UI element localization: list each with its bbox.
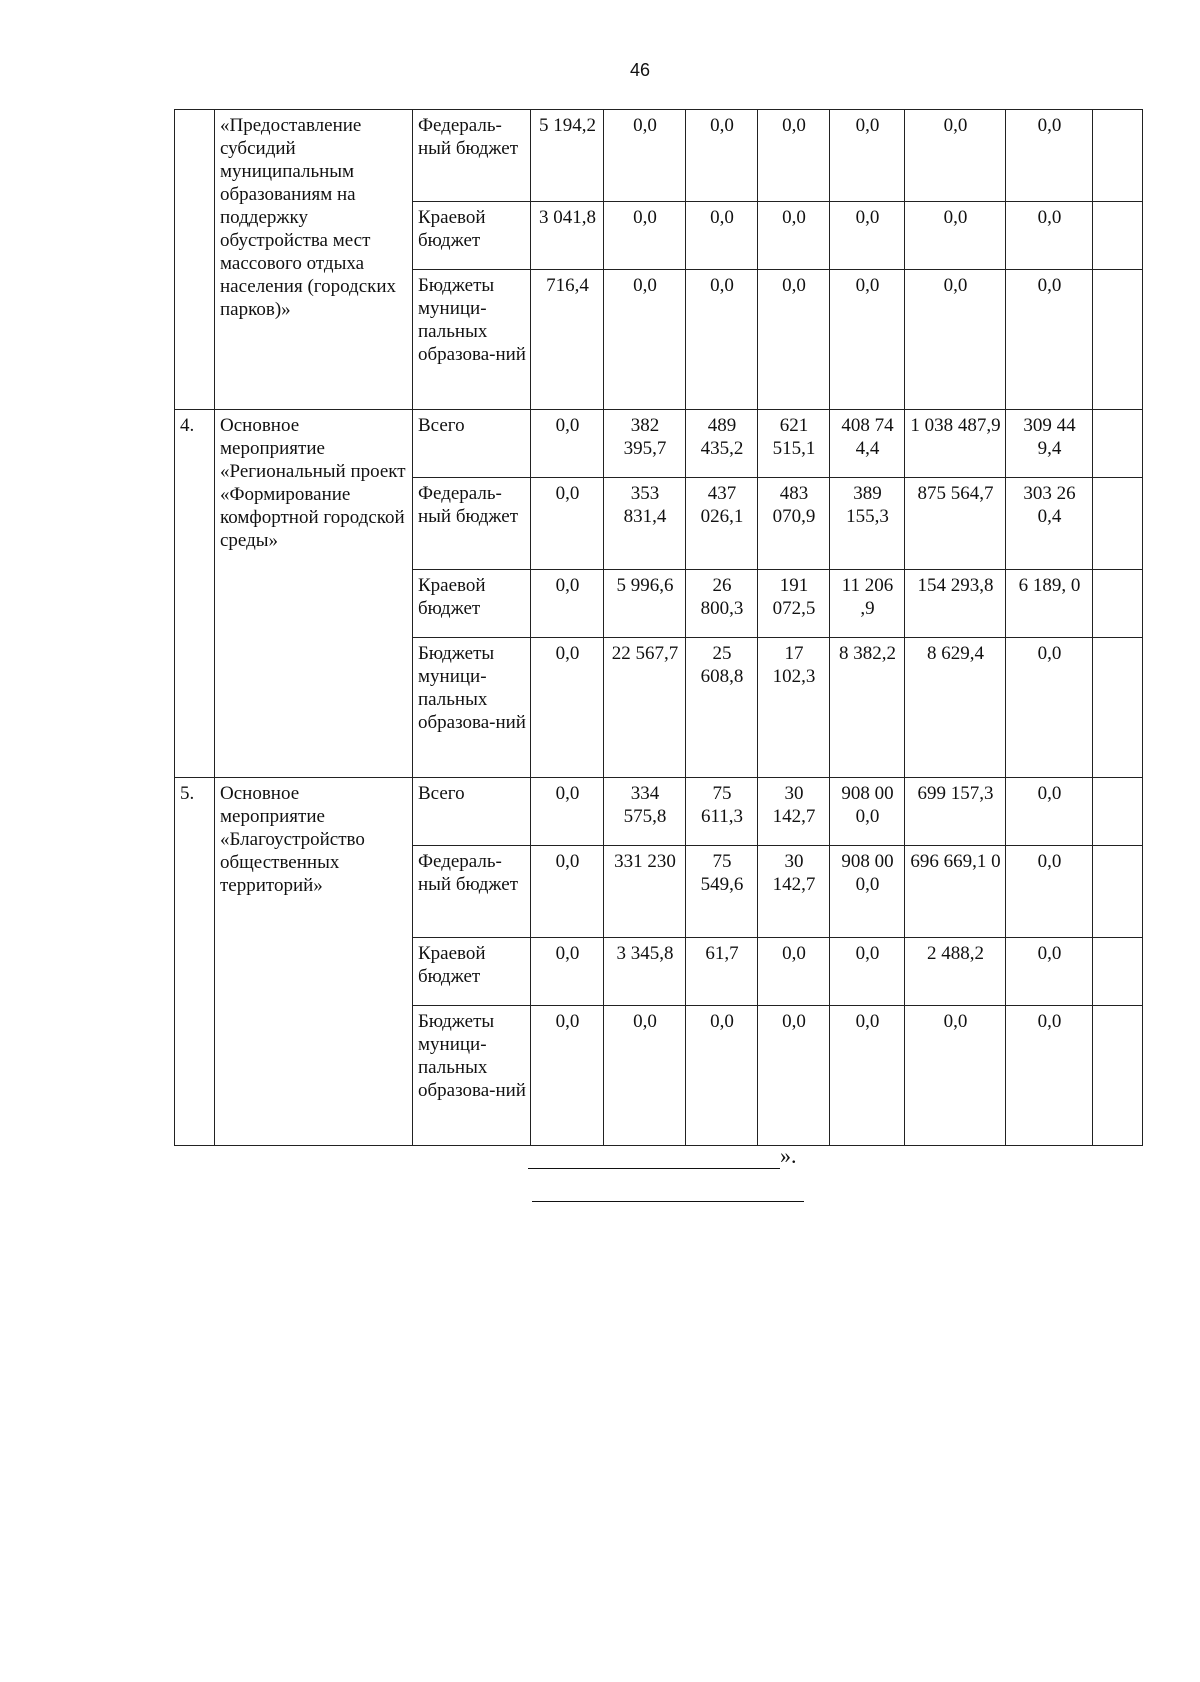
amount-cell: 0,0 [830,110,905,202]
funding-source: Бюджеты муници-пальных образова-ний [413,638,531,778]
amount-cell: 154 293,8 [905,570,1006,638]
amount-cell: 8 629,4 [905,638,1006,778]
amount-cell: 0,0 [531,638,604,778]
amount-cell: 0,0 [686,202,758,270]
amount-cell: 0,0 [905,270,1006,410]
table-row [175,778,1143,846]
amount-cell: 331 230 [604,846,686,938]
amount-cell [1093,478,1143,570]
amount-cell [1093,202,1143,270]
amount-cell: 75 549,6 [686,846,758,938]
amount-cell: 408 74 4,4 [830,410,905,478]
amount-cell: 716,4 [531,270,604,410]
amount-cell [1093,638,1143,778]
amount-cell: 0,0 [531,478,604,570]
funding-source: Федераль-ный бюджет [413,478,531,570]
amount-cell: 908 00 0,0 [830,846,905,938]
amount-cell: 0,0 [531,846,604,938]
amount-cell: 0,0 [1006,778,1093,846]
amount-cell: 334 575,8 [604,778,686,846]
table-row [175,410,1143,478]
amount-cell: 0,0 [604,270,686,410]
amount-cell: 30 142,7 [758,778,830,846]
amount-cell: 0,0 [905,1006,1006,1146]
amount-cell: 0,0 [1006,202,1093,270]
amount-cell: 0,0 [531,410,604,478]
amount-cell: 75 611,3 [686,778,758,846]
amount-cell: 0,0 [758,202,830,270]
amount-cell: 389 155,3 [830,478,905,570]
amount-cell: 0,0 [604,202,686,270]
amount-cell: 0,0 [1006,638,1093,778]
funding-source: Бюджеты муници-пальных образова-ний [413,270,531,410]
amount-cell: 0,0 [758,1006,830,1146]
amount-cell: 382 395,7 [604,410,686,478]
amount-cell: 0,0 [1006,110,1093,202]
amount-cell: 25 608,8 [686,638,758,778]
amount-cell: 5 194,2 [531,110,604,202]
amount-cell: 875 564,7 [905,478,1006,570]
funding-source: Краевой бюджет [413,938,531,1006]
amount-cell: 5 996,6 [604,570,686,638]
amount-cell [1093,938,1143,1006]
amount-cell: 61,7 [686,938,758,1006]
amount-cell: 26 800,3 [686,570,758,638]
amount-cell [1093,1006,1143,1146]
table-row [175,110,1143,202]
closing-quote: ». [780,1143,797,1168]
funding-source: Всего [413,778,531,846]
amount-cell: 0,0 [830,270,905,410]
row-index: 4. [175,410,215,778]
amount-cell [1093,410,1143,478]
amount-cell: 0,0 [758,110,830,202]
amount-cell: 0,0 [686,110,758,202]
funding-source: Федераль-ный бюджет [413,846,531,938]
amount-cell: 699 157,3 [905,778,1006,846]
amount-cell: 0,0 [686,1006,758,1146]
funding-source: Федераль-ный бюджет [413,110,531,202]
amount-cell: 621 515,1 [758,410,830,478]
amount-cell: 0,0 [531,938,604,1006]
amount-cell [1093,778,1143,846]
closing-mark [528,1143,797,1169]
amount-cell: 8 382,2 [830,638,905,778]
amount-cell: 22 567,7 [604,638,686,778]
funding-source: Бюджеты муници-пальных образова-ний [413,1006,531,1146]
amount-cell: 0,0 [905,202,1006,270]
amount-cell: 483 070,9 [758,478,830,570]
amount-cell: 0,0 [686,270,758,410]
row-index [175,110,215,410]
page-number: 46 [629,60,651,80]
amount-cell: 30 142,7 [758,846,830,938]
amount-cell: 353 831,4 [604,478,686,570]
amount-cell: 3 345,8 [604,938,686,1006]
amount-cell [1093,270,1143,410]
amount-cell: 0,0 [830,1006,905,1146]
amount-cell: 191 072,5 [758,570,830,638]
amount-cell: 0,0 [531,778,604,846]
amount-cell: 0,0 [1006,938,1093,1006]
budget-table [174,109,1143,1146]
amount-cell: 0,0 [1006,270,1093,410]
amount-cell: 1 038 487,9 [905,410,1006,478]
amount-cell: 0,0 [531,1006,604,1146]
activity-name: Основное мероприятие «Благоустройство общественных территорий» [215,778,413,1146]
table-body [175,110,1143,1146]
closing-rule [528,1146,780,1169]
amount-cell: 489 435,2 [686,410,758,478]
row-index: 5. [175,778,215,1146]
amount-cell: 0,0 [531,570,604,638]
amount-cell: 309 44 9,4 [1006,410,1093,478]
funding-source: Всего [413,410,531,478]
amount-cell: 437 026,1 [686,478,758,570]
funding-source: Краевой бюджет [413,202,531,270]
amount-cell: 3 041,8 [531,202,604,270]
amount-cell: 0,0 [830,938,905,1006]
amount-cell [1093,570,1143,638]
amount-cell: 696 669,1 0 [905,846,1006,938]
amount-cell: 0,0 [758,270,830,410]
separator-line [532,1201,804,1202]
amount-cell [1093,846,1143,938]
amount-cell: 908 00 0,0 [830,778,905,846]
amount-cell: 17 102,3 [758,638,830,778]
amount-cell: 11 206 ,9 [830,570,905,638]
amount-cell: 0,0 [1006,1006,1093,1146]
amount-cell: 0,0 [758,938,830,1006]
amount-cell: 6 189, 0 [1006,570,1093,638]
activity-name: «Предоставление субсидий муниципальным образованиям на поддержку обустройства мест массового отдыха населения (городских парков)» [215,110,413,410]
amount-cell: 303 26 0,4 [1006,478,1093,570]
amount-cell: 0,0 [830,202,905,270]
amount-cell: 2 488,2 [905,938,1006,1006]
amount-cell: 0,0 [1006,846,1093,938]
amount-cell: 0,0 [604,1006,686,1146]
activity-name: Основное мероприятие «Региональный проект «Формирование комфортной городской среды» [215,410,413,778]
amount-cell [1093,110,1143,202]
amount-cell: 0,0 [604,110,686,202]
amount-cell: 0,0 [905,110,1006,202]
funding-source: Краевой бюджет [413,570,531,638]
